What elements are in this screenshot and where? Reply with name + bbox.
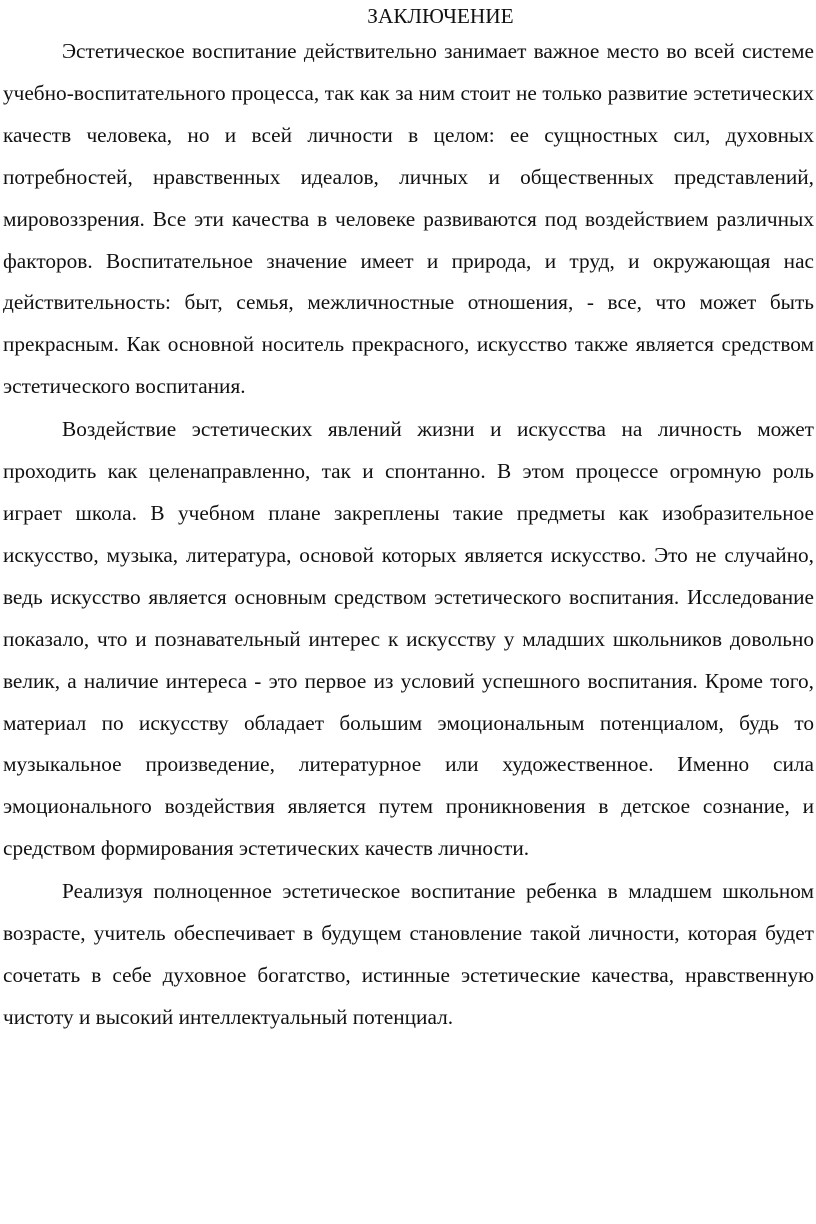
paragraph-3: Реализуя полноценное эстетическое воспитание ребенка в младшем школьном возрасте, учитель обеспечивает в будущем становление такой личности, которая будет сочетать в себе духовное богатство, истинные эстетические качества, нравственную чистоту и высокий интеллектуальный потенциал. <box>3 879 814 1029</box>
paragraph-1: Эстетическое воспитание действительно занимает важное место во всей системе учебно-воспитательного процесса, так как за ним стоит не только развитие эстетических качеств человека, но и всей личности в целом: ее сущностных сил, духовных потребностей, нравственных идеалов, личных и общественных представлений, мировоззрения. Все эти качества в человеке развиваются под воздействием различных факторов. Воспитательное значение имеет и природа, и труд, и окружающая нас действительность: быт, семья, межличностные отношения, - все, что может быть прекрасным. Как основной носитель прекрасного, искусство также является средством эстетического воспитания. <box>3 39 814 399</box>
paragraph-2: Воздействие эстетических явлений жизни и искусства на личность может проходить как целенаправленно, так и спонтанно. В этом процессе огромную роль играет школа. В учебном плане закреплены такие предметы как изобразительное искусство, музыка, литература, основой которых является искусство. Это не случайно, ведь искусство является основным средством эстетического воспитания. Исследование показало, что и познавательный интерес к искусству у младших школьников довольно велик, а наличие интереса - это первое из условий успешного воспитания. Кроме того, материал по искусству обладает большим эмоциональным потенциалом, будь то музыкальное произведение, литературное или художественное. Именно сила эмоционального воздействия является путем проникновения в детское сознание, и средством формирования эстетических качеств личности. <box>3 417 814 861</box>
document-title: ЗАКЛЮЧЕНИЕ <box>367 4 514 28</box>
